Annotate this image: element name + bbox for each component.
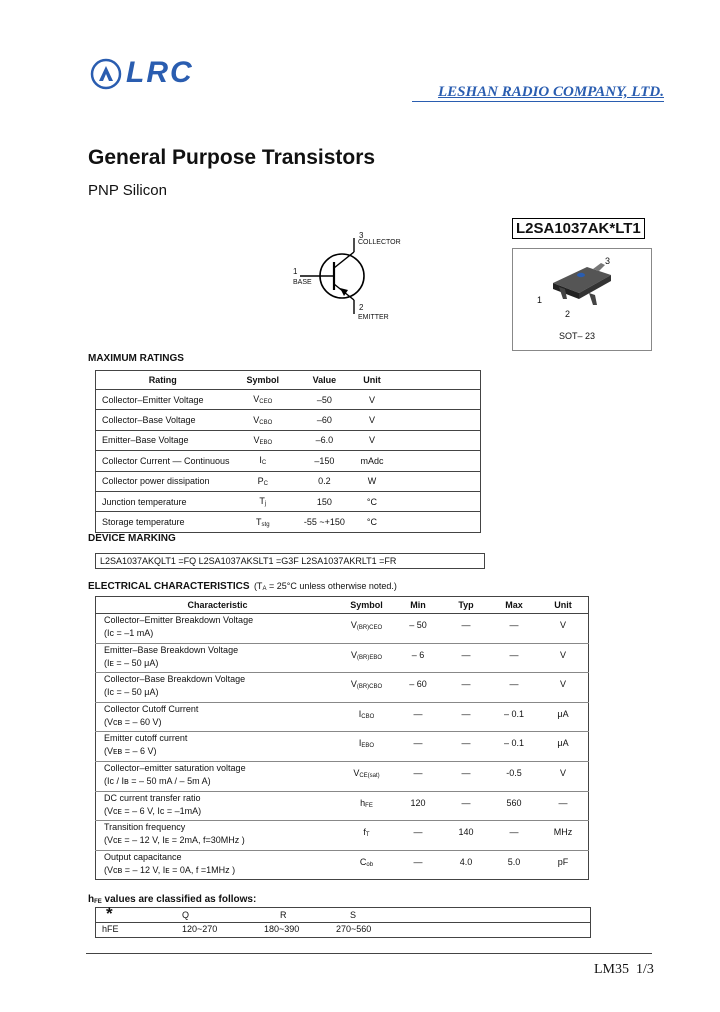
characteristic-name: Transition frequency (104, 822, 186, 833)
characteristic-typ: — (442, 732, 490, 762)
footer-rule (86, 953, 652, 954)
rating-symbol: VEBO (230, 430, 296, 450)
characteristic-name: Collector–Base Breakdown Voltage (104, 674, 246, 685)
logo-text: LRC (126, 56, 194, 89)
rating-name: Storage temperature (102, 517, 185, 528)
characteristic-min: – 60 (394, 673, 442, 703)
characteristic-min: — (394, 761, 442, 791)
rating-unit: V (353, 430, 391, 450)
transistor-schematic (290, 230, 420, 325)
rating-unit: mAdc (353, 451, 391, 471)
rating-name: Collector power dissipation (96, 471, 230, 491)
characteristic-min: – 6 (394, 643, 442, 673)
rating-symbol: PC (230, 471, 296, 491)
part-number: L2SA1037AK*LT1 (512, 218, 645, 239)
package-box (512, 248, 652, 351)
characteristic-unit: pF (557, 856, 569, 867)
characteristic-condition: (Iᴇ = – 50 μA) (104, 657, 159, 668)
characteristic-typ: — (442, 614, 490, 644)
table-row (96, 512, 481, 532)
characteristic-condition: (Vᴄʙ = – 60 V) (104, 716, 162, 727)
characteristic-name: Emitter–Base Breakdown Voltage (104, 644, 239, 655)
characteristic-max: -0.5 (490, 761, 538, 791)
page-subtitle: PNP Silicon (88, 182, 167, 199)
table-row (96, 821, 589, 851)
characteristic-typ: — (442, 673, 490, 703)
rating-name: Collector–Emitter Voltage (96, 390, 230, 410)
electrical-note: (TA = 25°C unless otherwise noted.) (253, 581, 397, 592)
characteristic-cell (96, 761, 340, 791)
package-name: SOT– 23 (559, 331, 596, 341)
rating-symbol: Tstg (256, 516, 270, 528)
emitter-pin: 2 (359, 303, 364, 312)
characteristic-symbol: fT (339, 821, 394, 851)
rating-value: 150 (296, 491, 353, 511)
characteristic-condition: (Vᴄᴇ = – 12 V, Iᴇ = 2mA, f=30MHz ) (104, 835, 245, 846)
sot23-package-icon (513, 249, 651, 319)
table-row (96, 761, 589, 791)
base-pin: 1 (293, 267, 298, 276)
characteristic-cell (96, 673, 340, 703)
table-row (96, 410, 481, 430)
electrical-table (95, 596, 589, 880)
characteristic-condition: (Vᴄᴇ = – 6 V, Iᴄ = –1mA) (104, 805, 202, 816)
characteristic-max: – 0.1 (490, 702, 538, 732)
rating-name: Junction temperature (96, 491, 230, 511)
page-title: General Purpose Transistors (88, 146, 376, 169)
collector-label: COLLECTOR (358, 239, 401, 246)
page-number: LM35 1/3 (594, 962, 654, 977)
col-characteristic: Characteristic (96, 597, 340, 614)
characteristic-name: Collector–emitter saturation voltage (104, 762, 246, 773)
characteristic-typ: 140 (442, 821, 490, 851)
characteristic-unit: V (538, 761, 589, 791)
col-symbol: Symbol (339, 597, 394, 614)
characteristic-unit: μA (538, 702, 589, 732)
hfe-class-q: Q (182, 910, 190, 920)
characteristic-symbol: V(BR)EBO (339, 643, 394, 673)
characteristic-max: — (490, 821, 538, 851)
characteristic-min: – 50 (394, 614, 442, 644)
characteristic-cell (96, 614, 340, 644)
characteristic-cell (96, 850, 340, 880)
characteristic-cell (96, 732, 340, 762)
device-marking-box (95, 553, 485, 569)
rating-name: Collector–Base Voltage (96, 410, 230, 430)
package-pin1: 1 (537, 295, 543, 305)
characteristic-condition: (Iᴄ / Iʙ = – 50 mA / – 5m A) (104, 775, 211, 786)
rating-value: –150 (296, 451, 353, 471)
lrc-logo-icon (90, 58, 122, 90)
characteristic-cell (96, 643, 340, 673)
table-row (96, 673, 589, 703)
max-ratings-header-row (96, 371, 481, 390)
rating-unit: W (353, 471, 391, 491)
hfe-label: hFE (102, 924, 119, 934)
table-row (96, 850, 589, 880)
emitter-label: EMITTER (358, 314, 389, 321)
characteristic-name: Collector–Emitter Breakdown Voltage (104, 615, 254, 625)
rating-name: Emitter–Base Voltage (96, 430, 230, 450)
max-ratings-table (95, 370, 481, 533)
characteristic-max: – 0.1 (490, 732, 538, 762)
electrical-heading-text: ELECTRICAL CHARACTERISTICS (88, 581, 250, 592)
hfe-heading: hFE values are classified as follows: (88, 894, 257, 905)
base-label: BASE (293, 279, 312, 286)
rating-value: –50 (296, 390, 353, 410)
characteristic-condition: (Vᴄʙ = – 12 V, Iᴇ = 0A, f =1MHz ) (104, 864, 236, 875)
table-row (96, 702, 589, 732)
characteristic-unit: — (538, 791, 589, 821)
rating-value: –60 (296, 410, 353, 430)
rating-symbol: IC (230, 451, 296, 471)
col-symbol: Symbol (230, 371, 296, 390)
hfe-star: * (106, 904, 113, 923)
characteristic-condition: (Vᴇʙ = – 6 V) (104, 746, 157, 757)
electrical-heading (88, 576, 397, 594)
hfe-value-q: 120~270 (182, 924, 218, 934)
characteristic-cell (96, 791, 340, 821)
package-pin3: 3 (605, 256, 611, 266)
characteristic-unit: MHz (538, 821, 589, 851)
characteristic-name: Output capacitance (104, 851, 182, 862)
characteristic-max: — (490, 643, 538, 673)
col-rating: Rating (96, 371, 230, 390)
rating-symbol: VCBO (230, 410, 296, 430)
characteristic-typ: — (442, 702, 490, 732)
hfe-class-s: S (350, 910, 357, 920)
characteristic-min: — (394, 821, 442, 851)
characteristic-max: — (490, 614, 538, 644)
package-pin2: 2 (565, 309, 571, 319)
rating-unit: °C (353, 491, 391, 511)
characteristic-typ: — (442, 643, 490, 673)
col-unit: Unit (538, 597, 589, 614)
table-row (96, 471, 481, 491)
table-row (96, 732, 589, 762)
collector-pin: 3 (359, 231, 364, 240)
characteristic-unit: V (538, 643, 589, 673)
electrical-header-row (96, 597, 589, 614)
characteristic-condition: (Iᴄ = – 50 μA) (104, 687, 159, 698)
characteristic-max: 5.0 (507, 856, 521, 867)
max-ratings-heading: MAXIMUM RATINGS (88, 353, 184, 364)
hfe-value-r: 180~390 (264, 924, 300, 934)
col-max: Max (490, 597, 538, 614)
characteristic-name: DC current transfer ratio (104, 792, 201, 803)
characteristic-cell (96, 821, 340, 851)
company-name: LESHAN RADIO COMPANY, LTD. (437, 84, 664, 100)
header-rule (412, 101, 664, 102)
characteristic-min: — (394, 702, 442, 732)
table-row (96, 614, 589, 644)
rating-value: 0.2 (296, 471, 353, 491)
characteristic-max: — (490, 673, 538, 703)
characteristic-symbol: V(BR)CBO (339, 673, 394, 703)
characteristic-name: Collector Cutoff Current (104, 703, 199, 714)
col-value: Value (296, 371, 353, 390)
table-row (96, 491, 481, 511)
characteristic-symbol: IEBO (339, 732, 394, 762)
characteristic-unit: V (538, 614, 589, 644)
device-marking-text: L2SA1037AKQLT1 =FQ L2SA1037AKSLT1 =G3F L2SA1037AKRLT1 =FR (100, 556, 397, 566)
characteristic-symbol: Cob (359, 856, 374, 868)
rating-symbol: Tj (230, 491, 296, 511)
col-typ: Typ (442, 597, 490, 614)
hfe-value-s: 270~560 (336, 924, 372, 934)
characteristic-min: — (413, 856, 423, 867)
table-row (96, 643, 589, 673)
col-unit: Unit (353, 371, 391, 390)
table-row (96, 430, 481, 450)
rating-value: -55 ~+150 (303, 517, 345, 528)
characteristic-min: — (394, 732, 442, 762)
characteristic-symbol: hFE (339, 791, 394, 821)
rating-symbol: VCEO (230, 390, 296, 410)
characteristic-symbol: VCE(sat) (339, 761, 394, 791)
characteristic-typ: — (442, 761, 490, 791)
characteristic-unit: μA (538, 732, 589, 762)
col-min: Min (394, 597, 442, 614)
characteristic-min: 120 (394, 791, 442, 821)
rating-name: Collector Current — Continuous (96, 451, 230, 471)
characteristic-typ: — (442, 791, 490, 821)
rating-unit: V (353, 390, 391, 410)
table-row (96, 390, 481, 410)
characteristic-symbol: V(BR)CEO (339, 614, 394, 644)
characteristic-cell (96, 702, 340, 732)
rating-unit: °C (366, 517, 378, 528)
characteristic-typ: 4.0 (459, 856, 473, 867)
rating-unit: V (353, 410, 391, 430)
characteristic-unit: V (538, 673, 589, 703)
characteristic-condition: (Iᴄ = –1 mA) (104, 628, 154, 638)
characteristic-max: 560 (490, 791, 538, 821)
rating-value: –6.0 (296, 430, 353, 450)
hfe-class-r: R (280, 910, 287, 920)
characteristic-name: Emitter cutoff current (104, 733, 188, 744)
hfe-table (95, 904, 591, 938)
table-row (96, 451, 481, 471)
device-marking-heading: DEVICE MARKING (88, 533, 176, 544)
table-row (96, 791, 589, 821)
characteristic-symbol: ICBO (339, 702, 394, 732)
